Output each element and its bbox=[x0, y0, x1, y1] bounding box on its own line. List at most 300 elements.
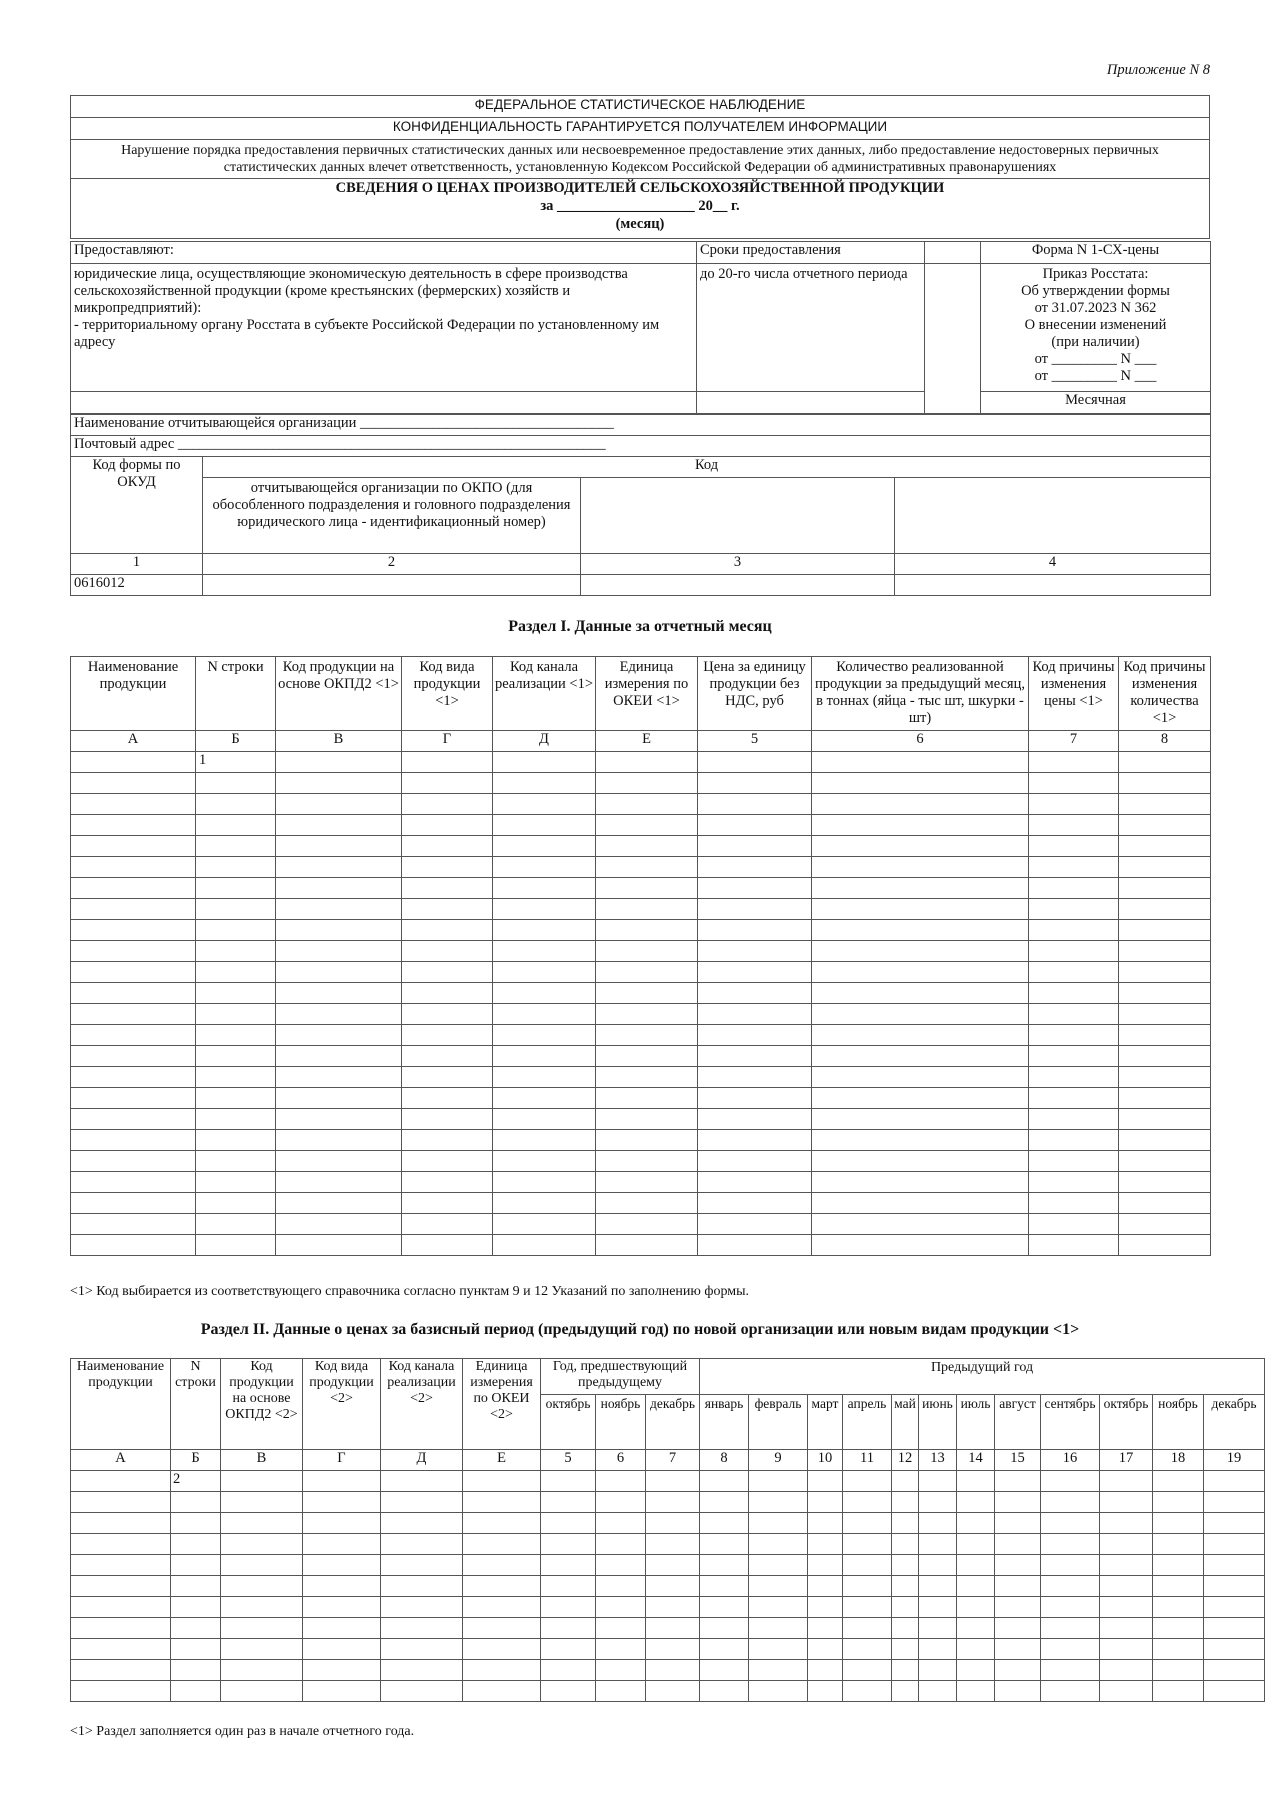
section1-cell[interactable] bbox=[493, 962, 596, 983]
section2-cell[interactable] bbox=[808, 1639, 843, 1660]
section2-cell[interactable] bbox=[381, 1681, 463, 1702]
section1-cell[interactable] bbox=[276, 1067, 402, 1088]
section1-cell[interactable] bbox=[71, 1193, 196, 1214]
section1-cell[interactable] bbox=[596, 941, 698, 962]
section2-cell[interactable] bbox=[919, 1576, 957, 1597]
section1-cell[interactable] bbox=[596, 1214, 698, 1235]
okpo-input[interactable] bbox=[203, 575, 581, 596]
section2-cell[interactable] bbox=[221, 1618, 303, 1639]
section2-cell[interactable] bbox=[463, 1618, 541, 1639]
section1-cell[interactable] bbox=[402, 815, 493, 836]
section1-cell[interactable] bbox=[596, 878, 698, 899]
section1-cell[interactable] bbox=[276, 983, 402, 1004]
section1-cell[interactable] bbox=[402, 1025, 493, 1046]
section2-cell[interactable] bbox=[1153, 1513, 1204, 1534]
section2-cell[interactable] bbox=[700, 1597, 749, 1618]
section2-cell[interactable] bbox=[71, 1534, 171, 1555]
section2-cell[interactable] bbox=[1041, 1513, 1100, 1534]
section1-cell[interactable] bbox=[276, 1046, 402, 1067]
section2-cell[interactable] bbox=[1204, 1597, 1265, 1618]
section2-cell[interactable] bbox=[700, 1492, 749, 1513]
section2-cell[interactable] bbox=[646, 1471, 700, 1492]
section2-cell[interactable] bbox=[646, 1576, 700, 1597]
section2-cell[interactable] bbox=[1153, 1534, 1204, 1555]
section2-cell[interactable] bbox=[1153, 1618, 1204, 1639]
section1-cell[interactable] bbox=[71, 752, 196, 773]
section1-cell[interactable] bbox=[196, 1214, 276, 1235]
section1-cell[interactable] bbox=[698, 983, 812, 1004]
section1-cell[interactable] bbox=[1119, 1088, 1211, 1109]
section1-cell[interactable] bbox=[698, 1151, 812, 1172]
section2-cell[interactable] bbox=[221, 1534, 303, 1555]
section2-cell[interactable] bbox=[71, 1492, 171, 1513]
section1-cell[interactable] bbox=[402, 1130, 493, 1151]
section2-cell[interactable] bbox=[596, 1597, 646, 1618]
section1-cell[interactable] bbox=[812, 1025, 1029, 1046]
section2-cell[interactable] bbox=[171, 1639, 221, 1660]
section2-cell[interactable] bbox=[957, 1513, 995, 1534]
section2-cell[interactable] bbox=[541, 1492, 596, 1513]
section2-cell[interactable] bbox=[541, 1681, 596, 1702]
section2-cell[interactable] bbox=[221, 1597, 303, 1618]
section2-cell[interactable] bbox=[646, 1555, 700, 1576]
section1-cell[interactable] bbox=[596, 836, 698, 857]
org-name-field[interactable]: Наименование отчитывающейся организации ___________________________________ bbox=[71, 415, 1211, 436]
section2-cell[interactable] bbox=[995, 1597, 1041, 1618]
section1-cell[interactable] bbox=[1119, 1151, 1211, 1172]
section2-cell[interactable] bbox=[1204, 1618, 1265, 1639]
section1-cell[interactable] bbox=[1119, 1067, 1211, 1088]
section1-cell[interactable] bbox=[1029, 1109, 1119, 1130]
section1-cell[interactable] bbox=[402, 1193, 493, 1214]
section1-cell[interactable] bbox=[1119, 899, 1211, 920]
section1-cell[interactable] bbox=[1029, 941, 1119, 962]
section2-cell[interactable] bbox=[541, 1618, 596, 1639]
section1-cell[interactable] bbox=[1029, 857, 1119, 878]
section1-cell[interactable] bbox=[1119, 878, 1211, 899]
section2-cell[interactable] bbox=[71, 1471, 171, 1492]
section1-cell[interactable] bbox=[1119, 1109, 1211, 1130]
section1-cell[interactable] bbox=[698, 752, 812, 773]
section2-cell[interactable] bbox=[1100, 1534, 1153, 1555]
code-input[interactable] bbox=[895, 575, 1211, 596]
section1-cell[interactable] bbox=[698, 1235, 812, 1256]
section2-cell[interactable] bbox=[303, 1492, 381, 1513]
section2-cell[interactable] bbox=[1041, 1639, 1100, 1660]
section2-cell[interactable] bbox=[892, 1576, 919, 1597]
section2-cell[interactable] bbox=[381, 1534, 463, 1555]
section1-cell[interactable] bbox=[812, 1109, 1029, 1130]
section1-cell[interactable] bbox=[1119, 1172, 1211, 1193]
section1-cell[interactable] bbox=[1119, 773, 1211, 794]
section1-cell[interactable] bbox=[71, 899, 196, 920]
section1-cell[interactable] bbox=[196, 878, 276, 899]
section2-cell[interactable] bbox=[843, 1639, 892, 1660]
section1-cell[interactable] bbox=[596, 1151, 698, 1172]
section1-cell[interactable] bbox=[196, 920, 276, 941]
section1-cell[interactable] bbox=[402, 1214, 493, 1235]
row-number[interactable]: 1 bbox=[196, 752, 276, 773]
section2-cell[interactable] bbox=[381, 1639, 463, 1660]
section2-cell[interactable] bbox=[596, 1639, 646, 1660]
section2-cell[interactable] bbox=[596, 1492, 646, 1513]
section2-cell[interactable] bbox=[596, 1681, 646, 1702]
section2-cell[interactable] bbox=[596, 1471, 646, 1492]
section2-cell[interactable] bbox=[71, 1597, 171, 1618]
section1-cell[interactable] bbox=[1119, 1235, 1211, 1256]
section2-cell[interactable] bbox=[749, 1534, 808, 1555]
section2-cell[interactable] bbox=[995, 1513, 1041, 1534]
section2-cell[interactable] bbox=[71, 1576, 171, 1597]
section1-cell[interactable] bbox=[596, 1193, 698, 1214]
section2-cell[interactable] bbox=[303, 1513, 381, 1534]
section1-cell[interactable] bbox=[812, 1067, 1029, 1088]
section1-cell[interactable] bbox=[1119, 941, 1211, 962]
section2-cell[interactable] bbox=[381, 1471, 463, 1492]
section1-cell[interactable] bbox=[276, 941, 402, 962]
section1-cell[interactable] bbox=[196, 1235, 276, 1256]
section1-cell[interactable] bbox=[596, 857, 698, 878]
section1-cell[interactable] bbox=[196, 941, 276, 962]
section2-cell[interactable] bbox=[892, 1492, 919, 1513]
section1-cell[interactable] bbox=[276, 920, 402, 941]
section1-cell[interactable] bbox=[196, 773, 276, 794]
section2-cell[interactable] bbox=[221, 1513, 303, 1534]
section1-cell[interactable] bbox=[812, 794, 1029, 815]
section1-cell[interactable] bbox=[493, 1172, 596, 1193]
section1-cell[interactable] bbox=[196, 1172, 276, 1193]
section2-cell[interactable] bbox=[303, 1471, 381, 1492]
section1-cell[interactable] bbox=[402, 899, 493, 920]
section1-cell[interactable] bbox=[1029, 815, 1119, 836]
section1-cell[interactable] bbox=[812, 857, 1029, 878]
section2-cell[interactable] bbox=[303, 1534, 381, 1555]
section1-cell[interactable] bbox=[1029, 752, 1119, 773]
section1-cell[interactable] bbox=[402, 941, 493, 962]
section1-cell[interactable] bbox=[812, 1172, 1029, 1193]
section1-cell[interactable] bbox=[276, 1193, 402, 1214]
section1-cell[interactable] bbox=[493, 983, 596, 1004]
section2-cell[interactable] bbox=[596, 1660, 646, 1681]
section1-cell[interactable] bbox=[402, 1109, 493, 1130]
section1-cell[interactable] bbox=[596, 1172, 698, 1193]
row-number[interactable]: 2 bbox=[171, 1471, 221, 1492]
section2-cell[interactable] bbox=[843, 1660, 892, 1681]
section2-cell[interactable] bbox=[749, 1660, 808, 1681]
section1-cell[interactable] bbox=[493, 773, 596, 794]
section1-cell[interactable] bbox=[1119, 836, 1211, 857]
section1-cell[interactable] bbox=[493, 752, 596, 773]
section1-cell[interactable] bbox=[1119, 962, 1211, 983]
section2-cell[interactable] bbox=[171, 1681, 221, 1702]
section2-cell[interactable] bbox=[919, 1555, 957, 1576]
section1-cell[interactable] bbox=[698, 899, 812, 920]
section2-cell[interactable] bbox=[1041, 1681, 1100, 1702]
section2-cell[interactable] bbox=[541, 1534, 596, 1555]
section2-cell[interactable] bbox=[957, 1639, 995, 1660]
section2-cell[interactable] bbox=[541, 1471, 596, 1492]
section2-cell[interactable] bbox=[1100, 1660, 1153, 1681]
section2-cell[interactable] bbox=[1100, 1513, 1153, 1534]
section1-cell[interactable] bbox=[698, 1088, 812, 1109]
section2-cell[interactable] bbox=[700, 1618, 749, 1639]
section2-cell[interactable] bbox=[700, 1534, 749, 1555]
section2-cell[interactable] bbox=[700, 1681, 749, 1702]
section1-cell[interactable] bbox=[1119, 1046, 1211, 1067]
section1-cell[interactable] bbox=[1029, 1046, 1119, 1067]
section1-cell[interactable] bbox=[493, 1046, 596, 1067]
section1-cell[interactable] bbox=[698, 1109, 812, 1130]
section1-cell[interactable] bbox=[402, 1235, 493, 1256]
section1-cell[interactable] bbox=[812, 941, 1029, 962]
section2-cell[interactable] bbox=[919, 1492, 957, 1513]
section2-cell[interactable] bbox=[381, 1555, 463, 1576]
section1-cell[interactable] bbox=[276, 899, 402, 920]
section1-cell[interactable] bbox=[1119, 983, 1211, 1004]
section1-cell[interactable] bbox=[71, 1151, 196, 1172]
section1-cell[interactable] bbox=[276, 752, 402, 773]
section1-cell[interactable] bbox=[596, 773, 698, 794]
section2-cell[interactable] bbox=[541, 1660, 596, 1681]
section2-cell[interactable] bbox=[1153, 1555, 1204, 1576]
section1-cell[interactable] bbox=[698, 878, 812, 899]
section1-cell[interactable] bbox=[1029, 1130, 1119, 1151]
section2-cell[interactable] bbox=[700, 1639, 749, 1660]
section2-cell[interactable] bbox=[463, 1492, 541, 1513]
section1-cell[interactable] bbox=[493, 878, 596, 899]
section2-cell[interactable] bbox=[1153, 1639, 1204, 1660]
section1-cell[interactable] bbox=[812, 899, 1029, 920]
section2-cell[interactable] bbox=[381, 1492, 463, 1513]
section1-cell[interactable] bbox=[493, 1151, 596, 1172]
section1-cell[interactable] bbox=[196, 1151, 276, 1172]
section1-cell[interactable] bbox=[71, 836, 196, 857]
section2-cell[interactable] bbox=[892, 1597, 919, 1618]
section2-cell[interactable] bbox=[1153, 1681, 1204, 1702]
section1-cell[interactable] bbox=[71, 1067, 196, 1088]
section2-cell[interactable] bbox=[808, 1492, 843, 1513]
section1-cell[interactable] bbox=[698, 836, 812, 857]
section1-cell[interactable] bbox=[71, 1109, 196, 1130]
section1-cell[interactable] bbox=[698, 857, 812, 878]
section1-cell[interactable] bbox=[698, 1067, 812, 1088]
section1-cell[interactable] bbox=[196, 1025, 276, 1046]
section2-cell[interactable] bbox=[381, 1660, 463, 1681]
section1-cell[interactable] bbox=[71, 1004, 196, 1025]
section1-cell[interactable] bbox=[276, 857, 402, 878]
section2-cell[interactable] bbox=[463, 1660, 541, 1681]
section2-cell[interactable] bbox=[221, 1660, 303, 1681]
section1-cell[interactable] bbox=[1029, 1004, 1119, 1025]
section2-cell[interactable] bbox=[843, 1471, 892, 1492]
section2-cell[interactable] bbox=[749, 1681, 808, 1702]
postal-address-field[interactable]: Почтовый адрес ___________________________________________________________ bbox=[71, 436, 1211, 457]
section2-cell[interactable] bbox=[381, 1618, 463, 1639]
section2-cell[interactable] bbox=[221, 1471, 303, 1492]
section1-cell[interactable] bbox=[1029, 794, 1119, 815]
section1-cell[interactable] bbox=[196, 899, 276, 920]
section2-cell[interactable] bbox=[843, 1618, 892, 1639]
section2-cell[interactable] bbox=[892, 1513, 919, 1534]
section1-cell[interactable] bbox=[276, 1088, 402, 1109]
section2-cell[interactable] bbox=[1041, 1555, 1100, 1576]
section2-cell[interactable] bbox=[1204, 1492, 1265, 1513]
section1-cell[interactable] bbox=[1029, 899, 1119, 920]
section2-cell[interactable] bbox=[1100, 1681, 1153, 1702]
section1-cell[interactable] bbox=[402, 878, 493, 899]
section1-cell[interactable] bbox=[493, 1025, 596, 1046]
section1-cell[interactable] bbox=[812, 1088, 1029, 1109]
section2-cell[interactable] bbox=[71, 1639, 171, 1660]
section1-cell[interactable] bbox=[812, 1046, 1029, 1067]
section2-cell[interactable] bbox=[808, 1513, 843, 1534]
section1-cell[interactable] bbox=[276, 1214, 402, 1235]
section2-cell[interactable] bbox=[1041, 1576, 1100, 1597]
section2-cell[interactable] bbox=[957, 1660, 995, 1681]
section2-cell[interactable] bbox=[749, 1618, 808, 1639]
section1-cell[interactable] bbox=[1119, 1004, 1211, 1025]
section1-cell[interactable] bbox=[71, 983, 196, 1004]
section2-cell[interactable] bbox=[808, 1576, 843, 1597]
section1-cell[interactable] bbox=[812, 1004, 1029, 1025]
section1-cell[interactable] bbox=[402, 983, 493, 1004]
section2-cell[interactable] bbox=[1204, 1471, 1265, 1492]
section1-cell[interactable] bbox=[812, 815, 1029, 836]
section2-cell[interactable] bbox=[892, 1618, 919, 1639]
section2-cell[interactable] bbox=[171, 1492, 221, 1513]
section2-cell[interactable] bbox=[463, 1471, 541, 1492]
section2-cell[interactable] bbox=[843, 1534, 892, 1555]
section1-cell[interactable] bbox=[698, 1172, 812, 1193]
section2-cell[interactable] bbox=[541, 1576, 596, 1597]
section2-cell[interactable] bbox=[808, 1555, 843, 1576]
section1-cell[interactable] bbox=[402, 1088, 493, 1109]
section2-cell[interactable] bbox=[303, 1660, 381, 1681]
section2-cell[interactable] bbox=[541, 1513, 596, 1534]
section1-cell[interactable] bbox=[196, 1130, 276, 1151]
section2-cell[interactable] bbox=[221, 1555, 303, 1576]
section2-cell[interactable] bbox=[541, 1639, 596, 1660]
section1-cell[interactable] bbox=[812, 1235, 1029, 1256]
section2-cell[interactable] bbox=[71, 1681, 171, 1702]
section2-cell[interactable] bbox=[1153, 1492, 1204, 1513]
section1-cell[interactable] bbox=[812, 1193, 1029, 1214]
section2-cell[interactable] bbox=[541, 1555, 596, 1576]
section2-cell[interactable] bbox=[1204, 1513, 1265, 1534]
section2-cell[interactable] bbox=[700, 1471, 749, 1492]
section1-cell[interactable] bbox=[812, 1214, 1029, 1235]
section1-cell[interactable] bbox=[196, 1193, 276, 1214]
section1-cell[interactable] bbox=[71, 962, 196, 983]
section2-cell[interactable] bbox=[995, 1471, 1041, 1492]
section1-cell[interactable] bbox=[276, 1025, 402, 1046]
section2-cell[interactable] bbox=[808, 1660, 843, 1681]
section2-cell[interactable] bbox=[843, 1681, 892, 1702]
section1-cell[interactable] bbox=[71, 1088, 196, 1109]
section2-cell[interactable] bbox=[71, 1513, 171, 1534]
section1-cell[interactable] bbox=[196, 1004, 276, 1025]
section1-cell[interactable] bbox=[596, 1088, 698, 1109]
section2-cell[interactable] bbox=[700, 1576, 749, 1597]
section1-cell[interactable] bbox=[596, 815, 698, 836]
section2-cell[interactable] bbox=[381, 1576, 463, 1597]
section2-cell[interactable] bbox=[71, 1660, 171, 1681]
section1-cell[interactable] bbox=[596, 899, 698, 920]
section1-cell[interactable] bbox=[698, 815, 812, 836]
section1-cell[interactable] bbox=[1029, 1193, 1119, 1214]
section2-cell[interactable] bbox=[919, 1618, 957, 1639]
section1-cell[interactable] bbox=[698, 773, 812, 794]
section2-cell[interactable] bbox=[171, 1513, 221, 1534]
section1-cell[interactable] bbox=[402, 920, 493, 941]
section1-cell[interactable] bbox=[1029, 773, 1119, 794]
section1-cell[interactable] bbox=[493, 920, 596, 941]
section1-cell[interactable] bbox=[493, 815, 596, 836]
section1-cell[interactable] bbox=[1119, 857, 1211, 878]
section2-cell[interactable] bbox=[1204, 1534, 1265, 1555]
section2-cell[interactable] bbox=[957, 1576, 995, 1597]
section2-cell[interactable] bbox=[646, 1513, 700, 1534]
section1-cell[interactable] bbox=[196, 1088, 276, 1109]
section1-cell[interactable] bbox=[402, 857, 493, 878]
section1-cell[interactable] bbox=[812, 962, 1029, 983]
section2-cell[interactable] bbox=[808, 1681, 843, 1702]
section1-cell[interactable] bbox=[698, 1214, 812, 1235]
section1-cell[interactable] bbox=[1029, 983, 1119, 1004]
section2-cell[interactable] bbox=[995, 1639, 1041, 1660]
section1-cell[interactable] bbox=[276, 836, 402, 857]
section2-cell[interactable] bbox=[892, 1534, 919, 1555]
section1-cell[interactable] bbox=[596, 794, 698, 815]
section2-cell[interactable] bbox=[749, 1576, 808, 1597]
section2-cell[interactable] bbox=[1041, 1618, 1100, 1639]
section1-cell[interactable] bbox=[596, 1025, 698, 1046]
section2-cell[interactable] bbox=[957, 1681, 995, 1702]
section1-cell[interactable] bbox=[493, 836, 596, 857]
section2-cell[interactable] bbox=[995, 1576, 1041, 1597]
section1-cell[interactable] bbox=[493, 1109, 596, 1130]
section1-cell[interactable] bbox=[276, 962, 402, 983]
section2-cell[interactable] bbox=[957, 1492, 995, 1513]
section1-cell[interactable] bbox=[1029, 1235, 1119, 1256]
section2-cell[interactable] bbox=[919, 1660, 957, 1681]
section1-cell[interactable] bbox=[402, 962, 493, 983]
section2-cell[interactable] bbox=[1153, 1576, 1204, 1597]
section1-cell[interactable] bbox=[812, 983, 1029, 1004]
section2-cell[interactable] bbox=[463, 1576, 541, 1597]
section2-cell[interactable] bbox=[541, 1597, 596, 1618]
section2-cell[interactable] bbox=[171, 1555, 221, 1576]
section2-cell[interactable] bbox=[919, 1513, 957, 1534]
section1-cell[interactable] bbox=[698, 1130, 812, 1151]
section1-cell[interactable] bbox=[402, 836, 493, 857]
section1-cell[interactable] bbox=[402, 1004, 493, 1025]
section2-cell[interactable] bbox=[1153, 1471, 1204, 1492]
section1-cell[interactable] bbox=[596, 752, 698, 773]
section1-cell[interactable] bbox=[1119, 752, 1211, 773]
section2-cell[interactable] bbox=[995, 1681, 1041, 1702]
section2-cell[interactable] bbox=[646, 1639, 700, 1660]
section2-cell[interactable] bbox=[171, 1597, 221, 1618]
section2-cell[interactable] bbox=[171, 1618, 221, 1639]
section1-cell[interactable] bbox=[698, 1004, 812, 1025]
section2-cell[interactable] bbox=[171, 1576, 221, 1597]
section2-cell[interactable] bbox=[700, 1660, 749, 1681]
section2-cell[interactable] bbox=[919, 1639, 957, 1660]
section1-cell[interactable] bbox=[276, 1172, 402, 1193]
section1-cell[interactable] bbox=[493, 1088, 596, 1109]
section1-cell[interactable] bbox=[402, 1046, 493, 1067]
